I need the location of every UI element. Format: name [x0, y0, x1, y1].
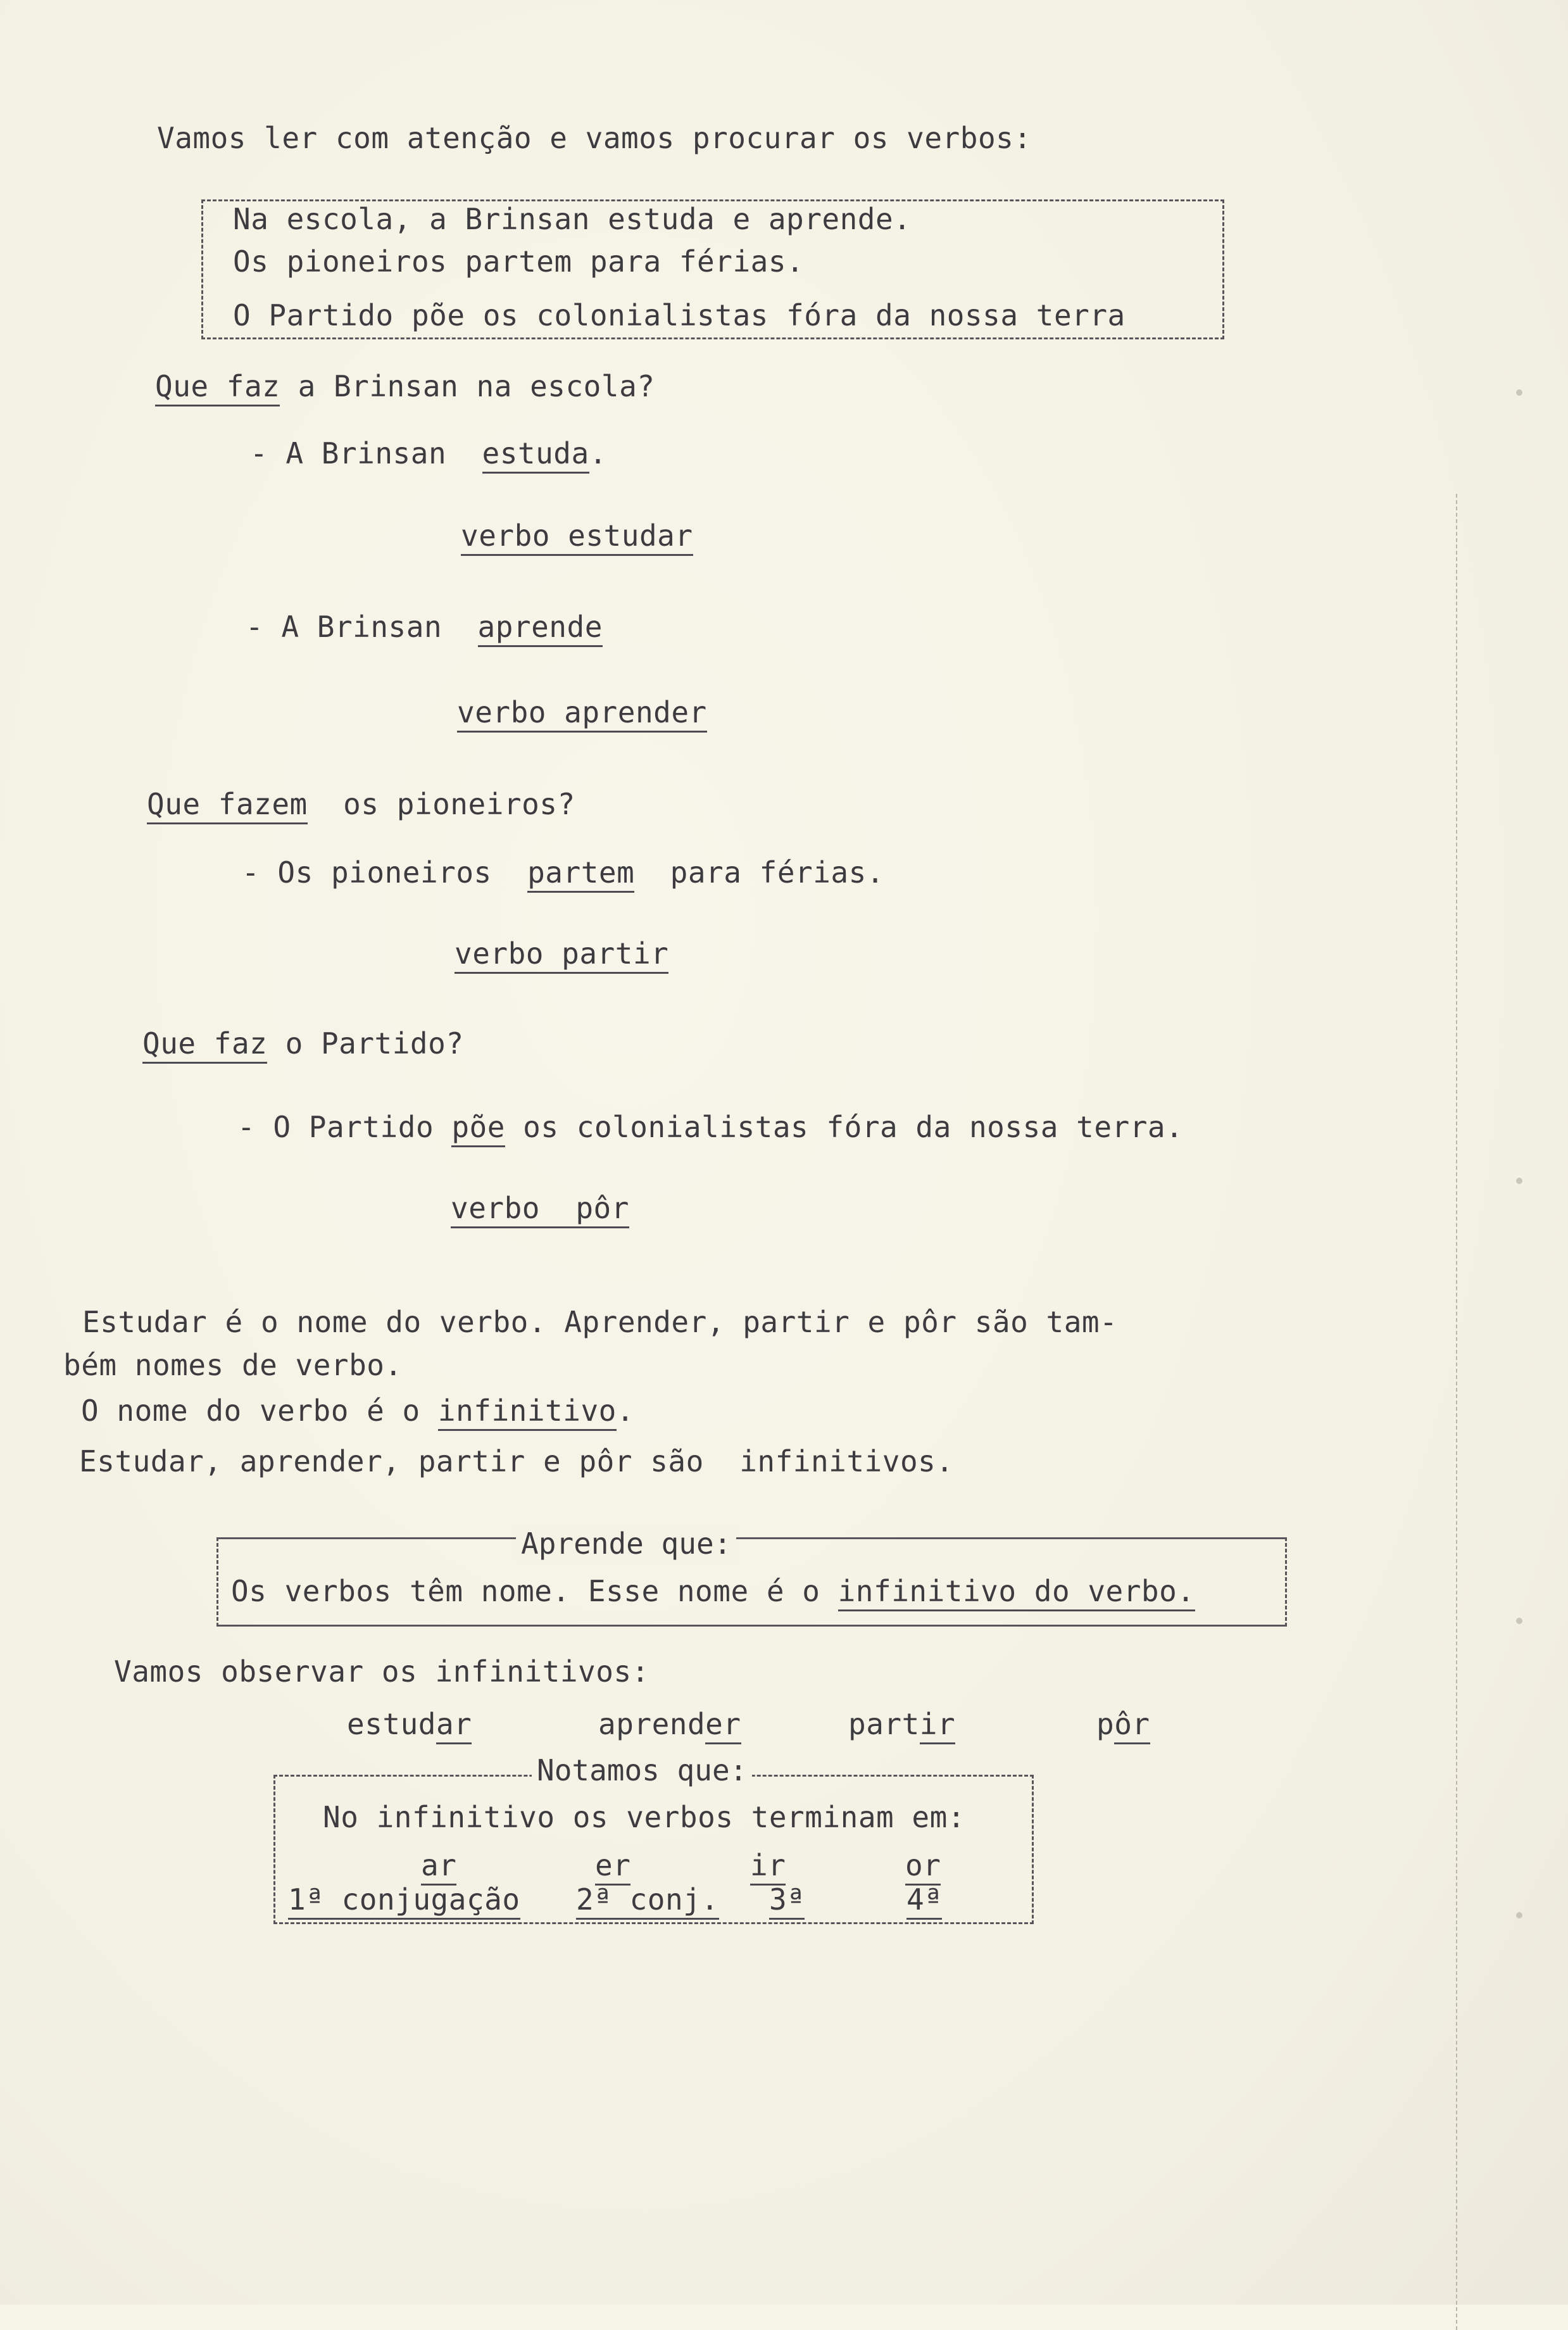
paragraph-line-3	[81, 1393, 634, 1428]
answer-3-verb: partem	[527, 855, 634, 893]
infinitive-2-ending: er	[705, 1707, 741, 1744]
margin-fold-line	[1456, 494, 1457, 2330]
infinitive-1-stem: estud	[347, 1707, 436, 1741]
observe-text: Vamos observar os infinitivos:	[114, 1654, 649, 1689]
paragraph-line-2: bém nomes de verbo.	[63, 1348, 403, 1382]
infinitive-3	[848, 1706, 955, 1742]
paragraph-line-3-term: infinitivo	[438, 1394, 617, 1431]
paragraph-line-3-post: .	[616, 1394, 635, 1428]
example-line-3: O Partido põe os colonialistas fóra da nossa terra	[233, 298, 1126, 332]
ending-er	[595, 1848, 630, 1883]
ending-ar-text: ar	[421, 1848, 456, 1886]
infinitive-1-ending: ar	[436, 1707, 472, 1744]
example-line-2: Os pioneiros partem para férias.	[233, 244, 805, 279]
answer-2-verb: aprende	[478, 610, 603, 647]
conj-4	[906, 1882, 942, 1917]
rule-box-title: Aprende que:	[516, 1526, 736, 1561]
answer-4	[237, 1109, 1183, 1145]
question-1-rest: a Brinsan na escola?	[280, 369, 655, 403]
paragraph-line-1: Estudar é o nome do verbo. Aprender, partir e pôr são tam-	[82, 1305, 1118, 1339]
verb-label-1	[461, 518, 693, 553]
answer-4-subject: - O Partido	[237, 1110, 452, 1144]
intro-text: Vamos ler com atenção e vamos procurar os verbos:	[157, 121, 1032, 155]
answer-4-verb: põe	[451, 1110, 505, 1147]
infinitive-4-stem: p	[1096, 1707, 1115, 1741]
infinitive-4	[1096, 1706, 1150, 1742]
question-1	[155, 368, 655, 404]
verb-label-2-text: verbo aprender	[457, 695, 707, 733]
verb-label-2	[457, 695, 707, 730]
answer-1	[250, 436, 607, 471]
infinitive-3-ending: ir	[920, 1707, 955, 1744]
answer-3-subject: - Os pioneiros	[242, 855, 528, 890]
infinitive-2-stem: aprend	[598, 1707, 706, 1741]
rule-box-term: infinitivo do verbo.	[838, 1574, 1195, 1611]
question-2-phrase: Que fazem	[147, 787, 308, 824]
conj-1-text: 1ª conjugação	[288, 1882, 520, 1920]
conj-2-text: 2ª conj.	[576, 1882, 719, 1920]
ending-ar	[421, 1848, 456, 1883]
question-3	[142, 1026, 464, 1061]
conj-4-text: 4ª	[906, 1882, 942, 1920]
answer-1-subject: - A Brinsan	[250, 436, 482, 470]
punch-mark	[1516, 389, 1522, 396]
rule-box-text	[231, 1573, 1195, 1609]
conj-1	[288, 1882, 520, 1917]
infinitive-4-ending: ôr	[1114, 1707, 1150, 1744]
conj-2	[576, 1882, 719, 1917]
conjugation-box-title: Notamos que:	[532, 1753, 752, 1788]
verb-label-1-text: verbo estudar	[461, 519, 693, 556]
ending-ir	[750, 1848, 786, 1883]
question-1-phrase: Que faz	[155, 369, 280, 406]
verb-label-4	[451, 1190, 629, 1226]
verb-label-3-text: verbo partir	[455, 936, 668, 974]
answer-2-subject: - A Brinsan	[246, 610, 478, 644]
rule-box-text-pre: Os verbos têm nome. Esse nome é o	[231, 1574, 838, 1608]
paragraph-line-3-pre: O nome do verbo é o	[81, 1394, 438, 1428]
verb-label-4-text: verbo pôr	[451, 1191, 629, 1228]
infinitive-2	[598, 1706, 741, 1742]
answer-4-end: os colonialistas fóra da nossa terra.	[505, 1110, 1184, 1144]
infinitive-3-stem: part	[848, 1707, 920, 1741]
answer-1-verb: estuda	[482, 436, 589, 474]
infinitive-1	[347, 1706, 472, 1742]
answer-3	[242, 855, 884, 890]
answer-1-end: .	[589, 436, 607, 470]
verb-label-3	[455, 936, 668, 971]
ending-or	[905, 1848, 941, 1883]
example-line-1: Na escola, a Brinsan estuda e aprende.	[233, 202, 912, 236]
conj-3-text: 3ª	[769, 1882, 805, 1920]
question-3-phrase: Que faz	[142, 1026, 267, 1064]
paragraph-line-4: Estudar, aprender, partir e pôr são infinitivos.	[79, 1444, 954, 1478]
punch-mark	[1516, 1618, 1522, 1624]
ending-er-text: er	[595, 1848, 630, 1886]
ending-ir-text: ir	[750, 1848, 786, 1886]
punch-mark	[1516, 1912, 1522, 1918]
answer-2	[246, 609, 603, 645]
question-3-rest: o Partido?	[267, 1026, 464, 1061]
conjugation-box-line: No infinitivo os verbos terminam em:	[323, 1800, 965, 1834]
question-2	[147, 786, 575, 822]
ending-or-text: or	[905, 1848, 941, 1886]
question-2-rest: os pioneiros?	[307, 787, 575, 821]
conj-3	[769, 1882, 805, 1917]
punch-mark	[1516, 1178, 1522, 1184]
answer-3-end: para férias.	[634, 855, 885, 890]
